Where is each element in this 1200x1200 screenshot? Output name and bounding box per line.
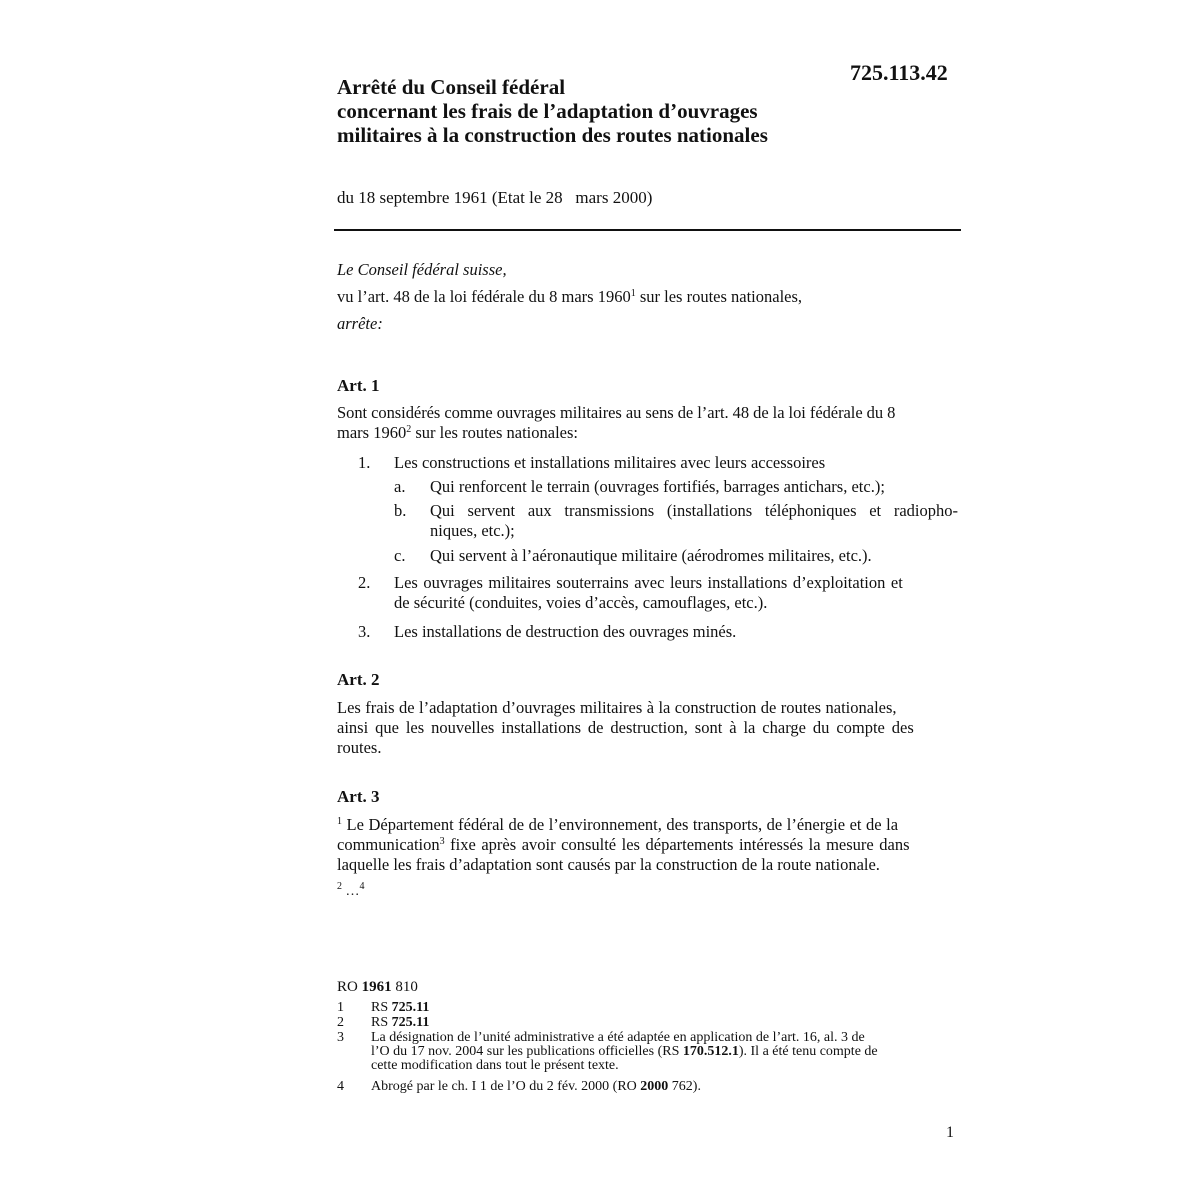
footnote-line: cette modification dans tout le présent texte.	[371, 1058, 619, 1073]
footnote-number: 2	[337, 1015, 344, 1030]
title-line: militaires à la construction des routes nationales	[337, 123, 768, 147]
sr-number: 725.113.42	[850, 60, 948, 85]
art3-paragraph-2	[337, 882, 365, 902]
footnote-number: 4	[337, 1079, 344, 1094]
footnote-rs-number: 725.11	[391, 1015, 430, 1030]
title-line: Arrêté du Conseil fédéral	[337, 75, 566, 99]
art1-item-line: de sécurité (conduites, voies d’accès, camouflages, etc.).	[394, 593, 768, 612]
title-line: concernant les frais de l’adaptation d’ouvrages	[337, 99, 758, 123]
footnote-number: 3	[337, 1030, 344, 1045]
footnote-prefix: RS	[371, 1015, 392, 1030]
footnote-line	[371, 1045, 959, 1059]
art3-text-end: fixe après avoir consulté les départements intéressés la mesure dans	[444, 835, 910, 854]
art2-line: Les frais de l’adaptation d’ouvrages militaires à la construction de routes nationales,	[337, 698, 897, 717]
art1-intro-line	[337, 423, 958, 443]
header-divider	[334, 229, 961, 231]
footnote-rs-number: 725.11	[391, 1000, 430, 1015]
art2-line: routes.	[337, 738, 382, 757]
footnote-text-part: ). Il a été tenu compte de	[738, 1044, 878, 1059]
art1-item-number: 1.	[358, 453, 371, 472]
footnote-text	[371, 1016, 429, 1030]
art1-heading: Art. 1	[337, 376, 380, 395]
art1-intro	[337, 403, 958, 443]
art2-body	[337, 698, 958, 758]
art3-paragraph-1	[337, 815, 958, 875]
footnote-ro-year: 2000	[640, 1079, 669, 1094]
art1-subitem-text: Qui renforcent le terrain (ouvrages fortifiés, barrages antichars, etc.);	[430, 477, 885, 496]
art1-item-line: Les ouvrages militaires souterrains avec leurs installations d’exploitation et	[394, 573, 903, 592]
art1-item-text	[394, 573, 958, 613]
art1-subitem-line: niques, etc.);	[430, 521, 515, 540]
art1-item-number: 3.	[358, 622, 371, 641]
art3-heading: Art. 3	[337, 787, 380, 806]
paragraph-number: 1	[337, 816, 342, 827]
art3-text: Le Département fédéral de de l’environnement, des transports, de l’énergie et de la	[342, 815, 899, 834]
footnote-rs-number: 170.512.1	[682, 1044, 739, 1059]
repealed-ellipsis: …	[342, 884, 360, 899]
paragraph-number: 2	[337, 881, 342, 892]
art1-intro-text-end: sur les routes nationales:	[411, 423, 578, 442]
art1-subitem-letter: a.	[394, 477, 406, 496]
art1-item-text: Les installations de destruction des ouvrages minés.	[394, 622, 737, 641]
footnote-suffix: 762).	[668, 1079, 701, 1094]
footnote-number: 1	[337, 1000, 344, 1015]
art1-subitem-letter: b.	[394, 501, 407, 520]
document-title	[337, 75, 897, 147]
document-date: du 18 septembre 1961 (Etat le 28 mars 2000)	[337, 188, 653, 207]
art1-subitem-line: Qui servent aux transmissions (installations téléphoniques et radiopho-	[430, 501, 958, 520]
preamble-basis	[337, 287, 802, 307]
footnote-text-part: l’O du 17 nov. 2004 sur les publications officielles (RS	[371, 1044, 683, 1059]
art2-heading: Art. 2	[337, 670, 380, 689]
art1-subitem-letter: c.	[394, 546, 406, 565]
footnote-text	[371, 1080, 701, 1094]
footnote-prefix: Abrogé par le ch. I 1 de l’O du 2 fév. 2000 (RO	[371, 1079, 641, 1094]
art3-line: laquelle les frais d’adaptation sont causés par la construction de la route nationale.	[337, 855, 880, 874]
art3-line	[337, 835, 958, 855]
preamble-basis-text-end: sur les routes nationales,	[635, 287, 803, 306]
ro-label: RO	[337, 979, 362, 995]
art2-line: ainsi que les nouvelles installations de destruction, sont à la charge du compte des	[337, 718, 914, 737]
footnote-ref-4[interactable]: 4	[359, 881, 365, 892]
art1-intro-text: mars 1960	[337, 423, 407, 442]
footnote-line: La désignation de l’unité administrative a été adaptée en application de l’art. 16, al. 3 de	[371, 1030, 865, 1045]
art1-subitem-text	[430, 501, 958, 541]
preamble-authority: Le Conseil fédéral suisse,	[337, 260, 507, 279]
page-number: 1	[946, 1124, 954, 1141]
footnote-text	[371, 1031, 959, 1073]
ro-page: 810	[391, 979, 418, 995]
footnote-ref-1[interactable]: 1	[630, 288, 636, 299]
art1-item-number: 2.	[358, 573, 371, 592]
footnote-prefix: RS	[371, 1000, 392, 1015]
footnote-ref-3[interactable]: 3	[439, 836, 445, 847]
art3-text: communication	[337, 835, 440, 854]
preamble-basis-text: vu l’art. 48 de la loi fédérale du 8 mars 1960	[337, 287, 631, 306]
ro-reference	[337, 979, 418, 996]
art3-line	[337, 815, 958, 835]
art1-item-text: Les constructions et installations militaires avec leurs accessoires	[394, 453, 826, 472]
footnote-text	[371, 1001, 429, 1015]
preamble-decree: arrête:	[337, 314, 383, 333]
footnote-ref-2[interactable]: 2	[406, 424, 412, 435]
ro-year: 1961	[361, 979, 392, 995]
art1-subitem-text: Qui servent à l’aéronautique militaire (aérodromes militaires, etc.).	[430, 546, 872, 565]
art1-intro-line: Sont considérés comme ouvrages militaires au sens de l’art. 48 de la loi fédérale du 8	[337, 403, 896, 422]
